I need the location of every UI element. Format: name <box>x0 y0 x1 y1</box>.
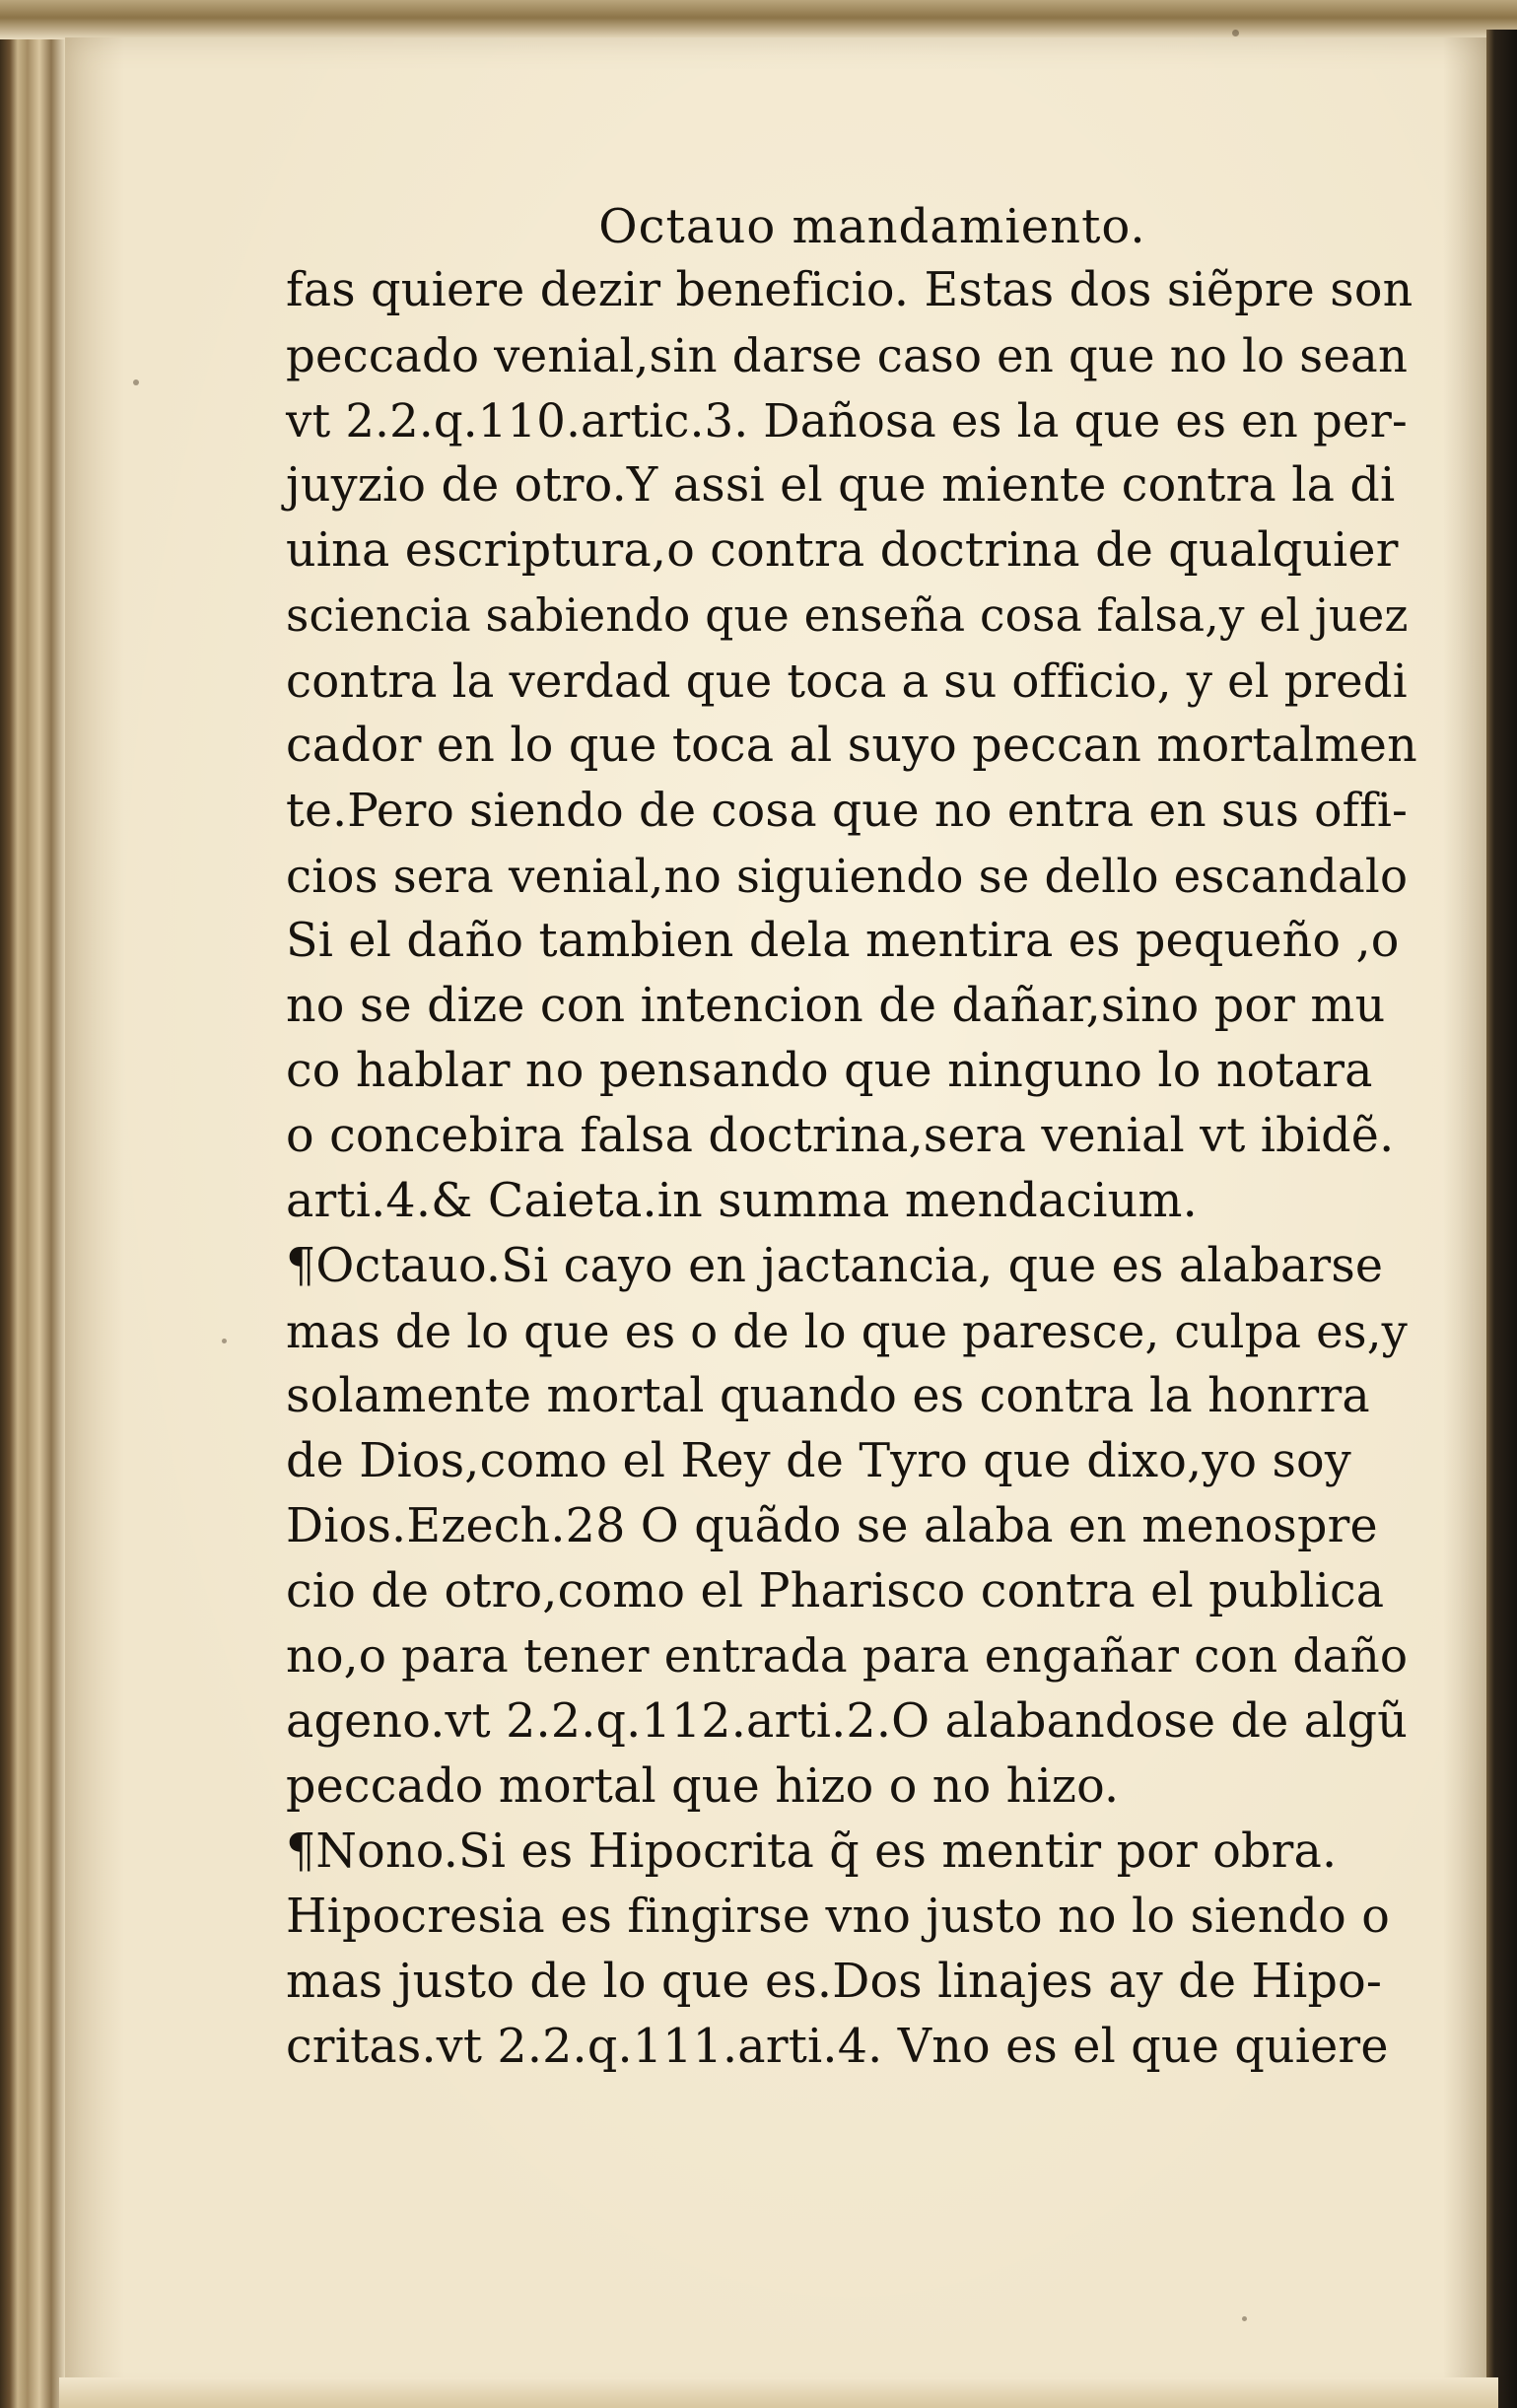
book-gutter-shadow <box>1486 30 1517 2408</box>
text-line: o concebira falsa doctrina,sera venial vt ibidẽ. <box>286 1109 1395 1163</box>
text-line: peccado mortal que hizo o no hizo. <box>286 1759 1120 1814</box>
text-line: Si el daño tambien dela mentira es pequeño ,o <box>286 914 1400 968</box>
running-head: Octauo mandamiento. <box>598 199 1146 254</box>
text-line: fas quiere dezir beneficio. Estas dos siẽpre son <box>286 263 1414 317</box>
text-line: te.Pero siendo de cosa que no entra en sus offi- <box>286 784 1409 838</box>
body-text <box>286 258 1419 2080</box>
text-line: ¶Octauo.Si cayo en jactancia, que es alabarse <box>286 1239 1384 1293</box>
text-line: uina escriptura,o contra doctrina de qualquier <box>286 523 1399 578</box>
ink-speck <box>222 1339 227 1343</box>
ink-speck <box>1232 30 1239 36</box>
text-block <box>286 197 1419 2080</box>
text-line: mas de lo que es o de lo que paresce, culpa es,y <box>286 1305 1409 1358</box>
text-line: ¶Nono.Si es Hipocrita q̃ es mentir por obra. <box>286 1824 1338 1879</box>
text-line: cios sera venial,no siguiendo se dello escandalo <box>286 850 1409 903</box>
page-bottom-edge <box>59 2377 1498 2408</box>
text-line: critas.vt 2.2.q.111.arti.4. Vno es el que quiere <box>286 2020 1389 2074</box>
text-line: Hipocresia es fingirse vno justo no lo siendo o <box>286 1890 1391 1944</box>
text-line: vt 2.2.q.110.artic.3. Dañosa es la que es en per- <box>286 394 1408 447</box>
text-line: mas justo de lo que es.Dos linajes ay de Hipo- <box>286 1955 1383 2009</box>
text-line: arti.4.& Caieta.in summa mendacium. <box>286 1174 1198 1228</box>
text-line: cador en lo que toca al suyo peccan mortalmen <box>286 719 1417 773</box>
text-line: no se dize con intencion de dañar,sino por mu <box>286 979 1386 1033</box>
text-line: peccado venial,sin darse caso en que no lo sean <box>286 329 1409 382</box>
ink-speck <box>1242 2316 1247 2321</box>
text-line: cio de otro,como el Pharisco contra el publica <box>286 1564 1385 1618</box>
text-line: co hablar no pensando que ninguno lo notara <box>286 1044 1373 1098</box>
text-line: sciencia sabiendo que enseña cosa falsa,y el juez <box>286 589 1409 642</box>
page-top-edge <box>0 0 1517 39</box>
text-line: ageno.vt 2.2.q.112.arti.2.O alabandose de algũ <box>286 1694 1409 1749</box>
text-line: de Dios,como el Rey de Tyro que dixo,yo soy <box>286 1434 1351 1488</box>
text-line: no,o para tener entrada para engañar con daño <box>286 1630 1409 1684</box>
text-line: juyzio de otro.Y assi el que miente contra la di <box>286 458 1396 513</box>
text-line: Dios.Ezech.28 O quãdo se alaba en menospre <box>286 1499 1378 1553</box>
text-line: solamente mortal quando es contra la honrra <box>286 1369 1370 1423</box>
text-line: contra la verdad que toca a su officio, y el predi <box>286 654 1408 708</box>
ink-speck <box>133 379 139 385</box>
